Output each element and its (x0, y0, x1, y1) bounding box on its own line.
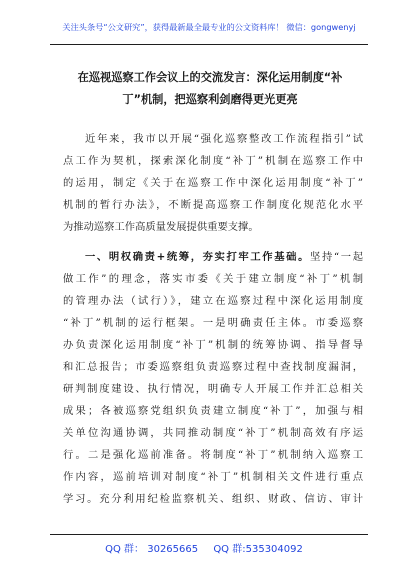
document-body (63, 128, 363, 510)
section-heading-line (63, 246, 363, 268)
footer-qq-group-1: QQ 群： 30265665 (105, 544, 199, 555)
body-line: 的管理办法（试行）》，建立在巡察过程中深化运用制度 (63, 295, 363, 307)
body-line: 做工作”的理念，落实市委《关于建立制度“补丁”机制 (63, 273, 363, 285)
body-line: 研判制度建设、执行情况，明确专人开展工作并汇总相关 (63, 383, 363, 395)
document-title-line-1: 在巡视巡察工作会议上的交流发言：深化运用制度“补 (77, 71, 343, 84)
body-line: 学习。充分利用纪检监察机关、组织、财政、信访、审计 (63, 493, 363, 505)
footer-qq-group-2: QQ 群:535304092 (213, 544, 303, 555)
body-line: 关单位沟通协调，共同推动制度“补丁”机制高效有序运 (63, 427, 363, 439)
body-line: 的运用，制定《关于在巡察工作中深化运用制度“补丁” (63, 177, 363, 189)
body-line: 机制的暂行办法》，不断提高巡察工作制度化规范化水平 (63, 199, 363, 211)
header-banner-text: 关注头条号“公文研究”，获得最新最全最专业的公文资料库！ 微信：gongwenyj (62, 22, 356, 32)
page-footer (0, 540, 408, 555)
body-line: “补丁”机制的运行框架。一是明确责任主体。市委巡察 (63, 317, 363, 329)
footer-divider (50, 534, 368, 535)
body-line: 作内容，巡前培训对制度“补丁”机制相关文件进行重点 (63, 471, 363, 483)
body-line: 行。二是强化巡前准备。将制度“补丁”机制纳入巡察工 (63, 449, 363, 461)
body-line: 近年来，我市以开展“强化巡察整改工作流程指引”试 (85, 133, 363, 145)
body-line: 点工作为契机，探索深化制度“补丁”机制在巡察工作中 (63, 155, 363, 167)
body-line: 和汇总报告；市委巡察组负责巡察过程中查找制度漏洞， (63, 361, 363, 373)
body-line: 办负责深化运用制度“补丁”机制的统筹协调、指导督导 (63, 339, 363, 351)
page-header (50, 0, 368, 45)
section-heading: 一、明权确责+统筹，夯实打牢工作基础。 (85, 251, 311, 263)
body-line: 成果；各被巡察党组织负责建立制度“补丁”，加强与相 (63, 405, 363, 417)
body-text: 坚持“一起 (310, 251, 363, 263)
document-title-line-2: 丁”机制，把巡察利剑磨得更光更亮 (122, 93, 298, 106)
body-line: 为推动巡察工作高质量发展提供重要支撑。 (63, 221, 259, 233)
